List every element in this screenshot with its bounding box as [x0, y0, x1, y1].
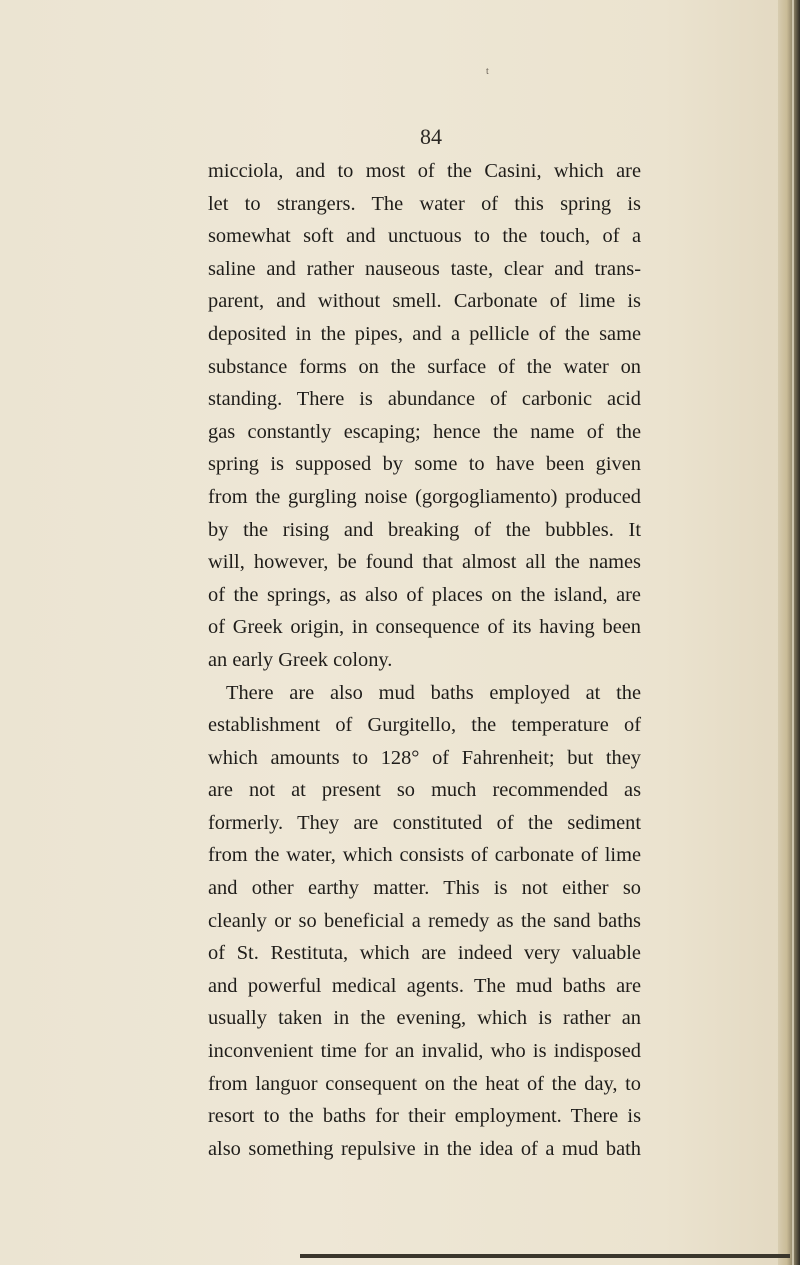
- text-line: standing. There is abundance of carbonic acid: [208, 388, 641, 411]
- text-line: usually taken in the evening, which is rather an: [208, 1007, 641, 1030]
- bottom-page-edge: [300, 1254, 790, 1258]
- text-line: gas constantly escaping; hence the name of the: [208, 420, 641, 443]
- text-line: deposited in the pipes, and a pellicle of the same: [208, 322, 641, 345]
- text-line: micciola, and to most of the Casini, which are: [208, 160, 641, 182]
- text-line: of St. Restituta, which are indeed very valuable: [208, 942, 641, 965]
- text-line: formerly. They are constituted of the sediment: [208, 811, 641, 834]
- text-line: will, however, be found that almost all the names: [208, 551, 641, 574]
- text-line: from languor consequent on the heat of the day, to: [208, 1072, 641, 1095]
- text-line: resort to the baths for their employment. There is: [208, 1105, 641, 1128]
- text-line: of Greek origin, in consequence of its having been: [208, 616, 641, 639]
- text-line: and powerful medical agents. The mud baths are: [208, 974, 641, 997]
- text-line: substance forms on the surface of the water on: [208, 355, 641, 378]
- page-edge-highlight: [792, 0, 794, 1265]
- page-number: 84: [420, 124, 442, 149]
- text-line: of the springs, as also of places on the island, are: [208, 583, 641, 606]
- text-line: and other earthy matter. This is not either so: [208, 877, 641, 900]
- text-line: inconvenient time for an invalid, who is indisposed: [208, 1040, 641, 1063]
- text-line: spring is supposed by some to have been given: [208, 453, 641, 476]
- text-line: also something repulsive in the idea of a mud bath: [208, 1137, 641, 1160]
- text-line: There are also mud baths employed at the: [226, 681, 641, 704]
- text-line: an early Greek colony.: [208, 648, 393, 671]
- text-line: are not at present so much recommended as: [208, 779, 641, 802]
- text-line: saline and rather nauseous taste, clear and trans-: [208, 257, 641, 280]
- text-line: from the water, which consists of carbonate of lime: [208, 844, 641, 867]
- stray-mark: t: [486, 66, 489, 77]
- text-line: from the gurgling noise (gorgogliamento) produced: [208, 485, 641, 508]
- body-text: [208, 155, 641, 1165]
- text-line: let to strangers. The water of this spring is: [208, 192, 641, 215]
- text-line: parent, and without smell. Carbonate of lime is: [208, 290, 641, 313]
- text-line: by the rising and breaking of the bubbles. It: [208, 518, 641, 541]
- text-line: somewhat soft and unctuous to the touch, of a: [208, 225, 641, 248]
- text-line: which amounts to 128° of Fahrenheit; but they: [208, 746, 641, 769]
- text-line: cleanly or so beneficial a remedy as the sand baths: [208, 909, 641, 932]
- text-line: establishment of Gurgitello, the temperature of: [208, 714, 641, 737]
- page-edge-shadow: [778, 0, 800, 1265]
